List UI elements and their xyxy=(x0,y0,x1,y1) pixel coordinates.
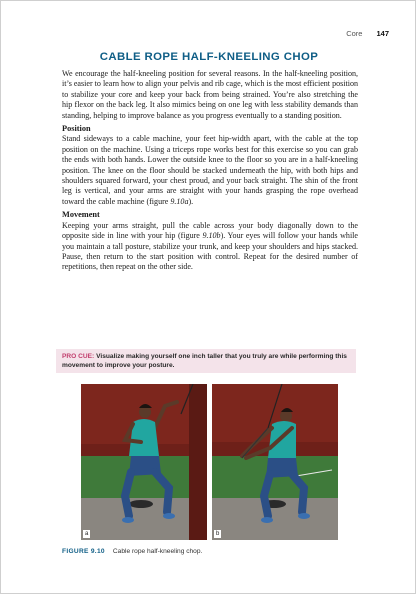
photo-a-image xyxy=(81,384,207,540)
movement-text-before: Keeping your arms straight, pull the cable across your body diagonally down to the opposite side in line with your hip (figure xyxy=(62,220,358,241)
pro-cue-text: Visualize making yourself one inch taller that you truly are while performing this movement to improve your posture. xyxy=(62,353,347,369)
figure-caption-text: Cable rope half-kneeling chop. xyxy=(112,548,203,555)
position-paragraph xyxy=(62,134,358,207)
figure-photo-a xyxy=(81,384,207,540)
figure-caption xyxy=(62,548,202,555)
section-heading-position: Position xyxy=(62,124,91,134)
section-heading-movement: Movement xyxy=(62,210,100,220)
position-figure-ref: 9.10a xyxy=(170,196,189,206)
intro-paragraph: We encourage the half-kneeling position for several reasons. In the half-kneeling position, it’s easier to learn how to align your pelvis and rib cage, which is the most efficient position to stabilize your core and keep your back from being strained. You’re also stretching the hip flexor on the back leg. It also mimics being on one leg with less stability demands than standing, helping to improve balance as you progress eventually to a standing position. xyxy=(62,69,358,120)
movement-text-after: ). Your eyes will follow your hands while you maintain a tall posture, stabilize your trunk, and keep your shoulders and hips stacked. Pause, then return to the start position with control. Repeat for the desired number of repetitions, then repeat on the other side. xyxy=(62,231,358,272)
movement-paragraph xyxy=(62,221,358,273)
pro-cue-label: PRO CUE: xyxy=(62,353,95,360)
body-text xyxy=(62,69,358,276)
figure-number: FIGURE 9.10 xyxy=(62,548,105,555)
position-text-after: ). xyxy=(188,196,194,206)
running-head xyxy=(346,29,389,38)
photo-b-image xyxy=(212,384,338,540)
movement-figure-ref: 9.10b xyxy=(202,231,221,241)
photo-a-letter: a xyxy=(85,531,89,537)
exercise-title: CABLE ROPE HALF-KNEELING CHOP xyxy=(99,51,319,63)
page-number: 147 xyxy=(376,29,389,38)
running-head-section: Core xyxy=(346,29,363,38)
pro-cue-box xyxy=(56,349,356,373)
photo-b-letter: b xyxy=(216,531,220,537)
figure-photo-b xyxy=(212,384,338,540)
position-text-before: Stand sideways to a cable machine, your feet hip-width apart, with the cable at the top position on the machine. Using a triceps rope works best for this exercise so you can grab the ends with both hands. Lower the outside knee to the floor so you are in a half-kneeling position. The knee on the floor should be stacked underneath the hip, with both hips and shoulders squared forward, your chest proud, and your back straight. The shin of the front leg is vertical, and your arms are straight with your hands grasping the rope overhead toward the cable machine (figure xyxy=(62,134,358,206)
